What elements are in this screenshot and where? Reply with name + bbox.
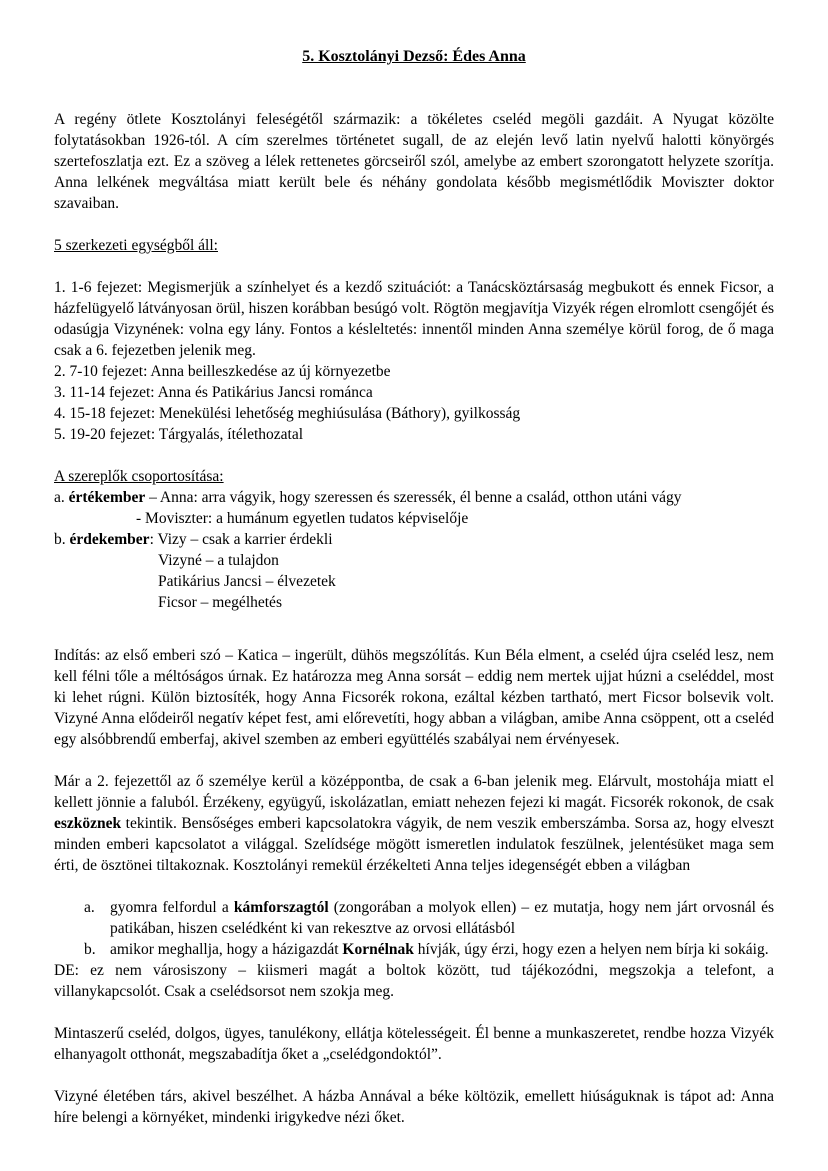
example-item-a-post: (zongorában a molyok ellen) – ez mutatja, hogy nem járt orvosnál és patikában, hiszen cselédként ki van rekesztve az orvosi ellátásból [110, 899, 774, 937]
intro-paragraph: A regény ötlete Kosztolányi feleségétől származik: a tökéletes cseléd megöli gazdáit. A Nyugat közölte folytatásokban 1926-tól. A cím szerelmes történetet sugall, de az elején levő latin nyelvű halotti könyörgés szertefoszlatja ezt. Ez a szöveg a lélek rettenetes görcseiről szól, amelybe az embert szorongatott helyzete szorítja. Anna lelkének megváltása miatt került bele és néhány gondolata később megismétlődik Moviszter doktor szavaiban. [54, 111, 774, 212]
structure-item-5: 5. 19-20 fejezet: Tárgyalás, ítélethozatal [54, 426, 304, 443]
example-item-b [54, 939, 774, 960]
structure-heading: 5 szerkezeti egységből áll: [54, 237, 218, 254]
characters-item-b-sub-2: Patikárius Jancsi – élvezetek [158, 573, 336, 590]
example-item-b-post: hívják, úgy érzi, hogy ezen a helyen nem bírja ki sokáig. [413, 941, 769, 958]
structure-item-1: 1. 1-6 fejezet: Megismerjük a színhelyet és a kezdő szituációt: a Tanácsköztársaság megbukott és ennek Ficsor, a házfelügyelő látványosan örül, hiszen korábban besúgó volt. Rögtön megjavítja Vizyék régen elromlott csengőjét és odasúgja Vizynének: volna egy lány. Fontos a késleltetés: innentől minden Anna személye körül forog, de ő maga csak a 6. fejezetben jelenik meg. [54, 279, 774, 359]
structure-list [54, 277, 774, 445]
characters-item-a-text: – Anna: arra vágyik, hogy szeressen és szeressék, él benne a család, otthon utáni vágy [145, 489, 682, 506]
de-paragraph: DE: ez nem városiszony – kiismeri magát a boltok között, tud tájékozódni, megszokja a telefont, a villanykapcsolót. Csak a cselédsorsot nem szokja meg. [54, 962, 774, 1000]
bold-term-erdekember: érdekember [69, 531, 150, 548]
bold-term-kornelnak: Kornélnak [342, 941, 414, 958]
example-item-a-pre: gyomra felfordul a [110, 899, 234, 916]
characters-item-a [54, 487, 774, 508]
characters-item-b-label: b. [54, 531, 70, 548]
characters-item-b-sub-3: Ficsor – megélhetés [158, 594, 282, 611]
example-item-b-text [110, 939, 774, 960]
characters-item-a-label: a. [54, 489, 69, 506]
characters-section [54, 466, 774, 613]
bold-term-eszkoznek: eszköznek [54, 815, 122, 832]
characters-item-b-text: : Vizy – csak a karrier érdekli [149, 531, 333, 548]
example-item-a-text [110, 897, 774, 939]
example-item-a-label: a. [84, 899, 95, 916]
structure-item-4: 4. 15-18 fejezet: Menekülési lehetőség meghiúsulása (Báthory), gyilkosság [54, 405, 521, 422]
vizyne-paragraph: Vizyné életében társ, akivel beszélhet. A házba Annával a béke költözik, emellett hiúságuknak is tápot ad: Anna híre belengi a környéket, mindenki irigykedve nézi őket. [54, 1088, 774, 1126]
characters-item-b [54, 529, 774, 550]
inditas-paragraph: Indítás: az első emberi szó – Katica – ingerült, dühös megszólítás. Kun Béla elment, a cseléd újra cseléd lesz, nem kell félni tőle a méltóságos úrnak. Ez határozza meg Anna sorsát – eddig nem mertek ujjat húzni a cseléddel, most ki lehet rúgni. Külön biztosíték, hogy Anna Ficsorék rokona, ezáltal kézben tartható, mert Ficsor bolsevik volt. Vizyné Anna elődeiről negatív képet fest, ami előrevetíti, hogy abban a világban, amibe Anna csöppent, ott a cseléd egy alsóbbrendű emberfaj, akivel szemben az emberi együttélés szabályai nem érvényesek. [54, 647, 774, 748]
examples-list [54, 897, 774, 960]
example-item-a [54, 897, 774, 939]
anna-paragraph [54, 771, 774, 876]
example-item-b-label: b. [84, 941, 96, 958]
example-item-b-pre: amikor meghallja, hogy a házigazdát [110, 941, 343, 958]
bold-term-ertekember: értékember [68, 489, 146, 506]
bold-term-kamforszag: kámforszagtól [233, 899, 329, 916]
characters-item-a-sub: - Moviszter: a humánum egyetlen tudatos képviselője [136, 510, 469, 527]
document-title: 5. Kosztolányi Dezső: Édes Anna [302, 48, 526, 65]
anna-paragraph-part2: tekintik. Bensőséges emberi kapcsolatokra vágyik, de nem veszik emberszámba. Sorsa az, hogy elveszt minden emberi kapcsolatot a világgal. Szelídsége mögött ismeretlen indulatok feszülnek, jelentésüket maga sem érti, de ösztönei tiltakoznak. Kosztolányi remekül érzékelteti Anna teljes idegenségét ebben a világban [54, 815, 774, 874]
structure-item-2: 2. 7-10 fejezet: Anna beilleszkedése az új környezetbe [54, 363, 391, 380]
characters-heading: A szereplők csoportosítása: [54, 468, 224, 485]
anna-paragraph-part1: Már a 2. fejezettől az ő személye kerül a középpontba, de csak a 6-ban jelenik meg. Elárvult, mostohája miatt el kellett jönnie a faluból. Érzékeny, együgyű, iskolázatlan, emiatt nehezen fejezi ki magát. Ficsorék rokonok, de csak [54, 773, 774, 811]
characters-item-b-sub-1: Vizyné – a tulajdon [158, 552, 279, 569]
minta-paragraph: Mintaszerű cseléd, dolgos, ügyes, tanulékony, ellátja kötelességeit. Él benne a munkaszeretet, rendbe hozza Vizyék elhanyagolt otthonát, megszabadítja őket a „cselédgondoktól”. [54, 1025, 774, 1063]
structure-item-3: 3. 11-14 fejezet: Anna és Patikárius Jancsi románca [54, 384, 373, 401]
